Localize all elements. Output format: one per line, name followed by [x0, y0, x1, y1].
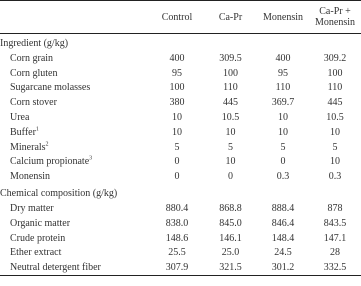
row-label-cell	[0, 81, 150, 96]
footnote-marker: 1	[35, 126, 39, 133]
value-cell: 100	[223, 67, 238, 79]
row-label: Corn gluten	[10, 67, 58, 79]
table-body	[0, 34, 361, 276]
value-cell: 10	[225, 126, 236, 138]
row-label-cell	[0, 246, 150, 261]
value-cell: 10	[172, 126, 182, 138]
value-cell: 10	[172, 112, 182, 124]
table-row	[0, 66, 361, 81]
value-cell: 5	[332, 141, 338, 153]
row-label-cell	[0, 216, 150, 231]
row-label: Minerals	[10, 141, 46, 153]
header-monensin: Monensin	[257, 1, 309, 34]
value-cell: 148.6	[165, 232, 189, 244]
row-label: Corn grain	[10, 52, 54, 64]
table-row	[0, 260, 361, 275]
header-ca-pr: Ca-Pr	[204, 1, 257, 34]
table-header-row	[0, 1, 361, 34]
value-cell: 321.5	[204, 260, 257, 275]
row-label: Crude protein	[10, 232, 66, 244]
value-cell: 878	[327, 203, 343, 215]
value-cell: 0	[228, 171, 233, 183]
value-cell: 95	[278, 67, 288, 79]
table-row	[0, 231, 361, 246]
value-cell: 100	[327, 67, 343, 79]
value-cell: 838.0	[165, 217, 189, 229]
header-blank	[0, 1, 150, 34]
value-cell: 445	[327, 97, 343, 109]
row-label-cell	[0, 66, 150, 81]
row-label: Urea	[10, 112, 30, 124]
value-cell: 0	[174, 171, 180, 183]
table-row	[0, 51, 361, 66]
row-label-cell	[0, 169, 150, 184]
value-cell: 10	[278, 126, 288, 138]
value-cell: 0	[280, 156, 286, 168]
table-row	[0, 246, 361, 261]
row-label-cell	[0, 95, 150, 110]
table-row	[0, 140, 361, 155]
value-cell: 400	[169, 52, 185, 64]
table-row	[0, 155, 361, 170]
value-cell: 110	[223, 82, 238, 94]
row-label: Neutral detergent fiber	[10, 262, 101, 274]
value-cell: 10	[330, 156, 340, 168]
header-control: Control	[150, 1, 204, 34]
value-cell: 25.0	[221, 247, 240, 259]
value-cell: 5	[228, 141, 233, 153]
table-row	[0, 201, 361, 216]
value-cell: 10.5	[326, 112, 344, 124]
footnote-marker: 3	[89, 156, 93, 163]
value-cell: 880.4	[165, 203, 189, 215]
value-cell: 28	[330, 247, 340, 259]
value-cell: 110	[327, 82, 343, 94]
row-label: Calcium propionate	[10, 156, 90, 168]
row-label: Ether extract	[10, 247, 62, 259]
header-ca-pr-monensin: Ca-Pr + Monensin	[309, 1, 361, 34]
value-cell: 146.1	[219, 232, 242, 244]
section-header-row	[0, 184, 361, 201]
value-cell: 307.9	[150, 260, 204, 275]
table-row	[0, 125, 361, 140]
value-cell: 5	[174, 141, 180, 153]
table-row	[0, 110, 361, 125]
row-label: Sugarcane molasses	[10, 82, 91, 94]
row-label-cell	[0, 110, 150, 125]
section-header-row	[0, 34, 361, 52]
value-cell: 110	[275, 82, 291, 94]
table-row	[0, 169, 361, 184]
footnote-marker: 2	[45, 141, 49, 148]
row-label-cell	[0, 201, 150, 216]
value-cell: 445	[223, 97, 238, 109]
value-cell: 309.2	[323, 52, 347, 64]
value-cell: 380	[169, 97, 185, 109]
row-label: Buffer	[10, 126, 36, 138]
section-label: Chemical composition (g/kg)	[0, 187, 118, 199]
value-cell: 846.4	[271, 217, 295, 229]
table-row	[0, 81, 361, 96]
value-cell: 301.2	[257, 260, 309, 275]
table-row	[0, 95, 361, 110]
value-cell: 24.5	[274, 247, 292, 259]
table-row	[0, 216, 361, 231]
value-cell: 843.5	[323, 217, 347, 229]
value-cell: 0	[174, 156, 180, 168]
value-cell: 148.4	[271, 232, 295, 244]
value-cell: 10.5	[221, 112, 240, 124]
value-cell: 845.0	[219, 217, 242, 229]
value-cell: 5	[280, 141, 286, 153]
row-label-cell	[0, 155, 150, 170]
row-label-cell	[0, 260, 150, 275]
value-cell: 309.5	[219, 52, 242, 64]
value-cell: 25.5	[168, 247, 186, 259]
section-label: Ingredient (g/kg)	[0, 37, 69, 49]
row-label: Organic matter	[10, 217, 71, 229]
value-cell: 0.3	[276, 171, 290, 183]
value-cell: 147.1	[323, 232, 347, 244]
value-cell: 400	[275, 52, 291, 64]
value-cell: 888.4	[271, 203, 295, 215]
value-cell: 369.7	[271, 97, 295, 109]
value-cell: 10	[278, 112, 288, 124]
row-label: Corn stover	[10, 97, 57, 109]
row-label-cell	[0, 231, 150, 246]
value-cell: 0.3	[328, 171, 342, 183]
value-cell: 10	[225, 156, 236, 168]
value-cell: 868.8	[219, 203, 242, 215]
value-cell: 100	[169, 82, 185, 94]
row-label: Monensin	[10, 171, 50, 183]
value-cell: 332.5	[309, 260, 361, 275]
row-label: Dry matter	[10, 203, 54, 215]
row-label-cell	[0, 51, 150, 66]
row-label-cell	[0, 125, 150, 140]
value-cell: 10	[330, 126, 340, 138]
value-cell: 95	[172, 67, 182, 79]
row-label-cell	[0, 140, 150, 155]
